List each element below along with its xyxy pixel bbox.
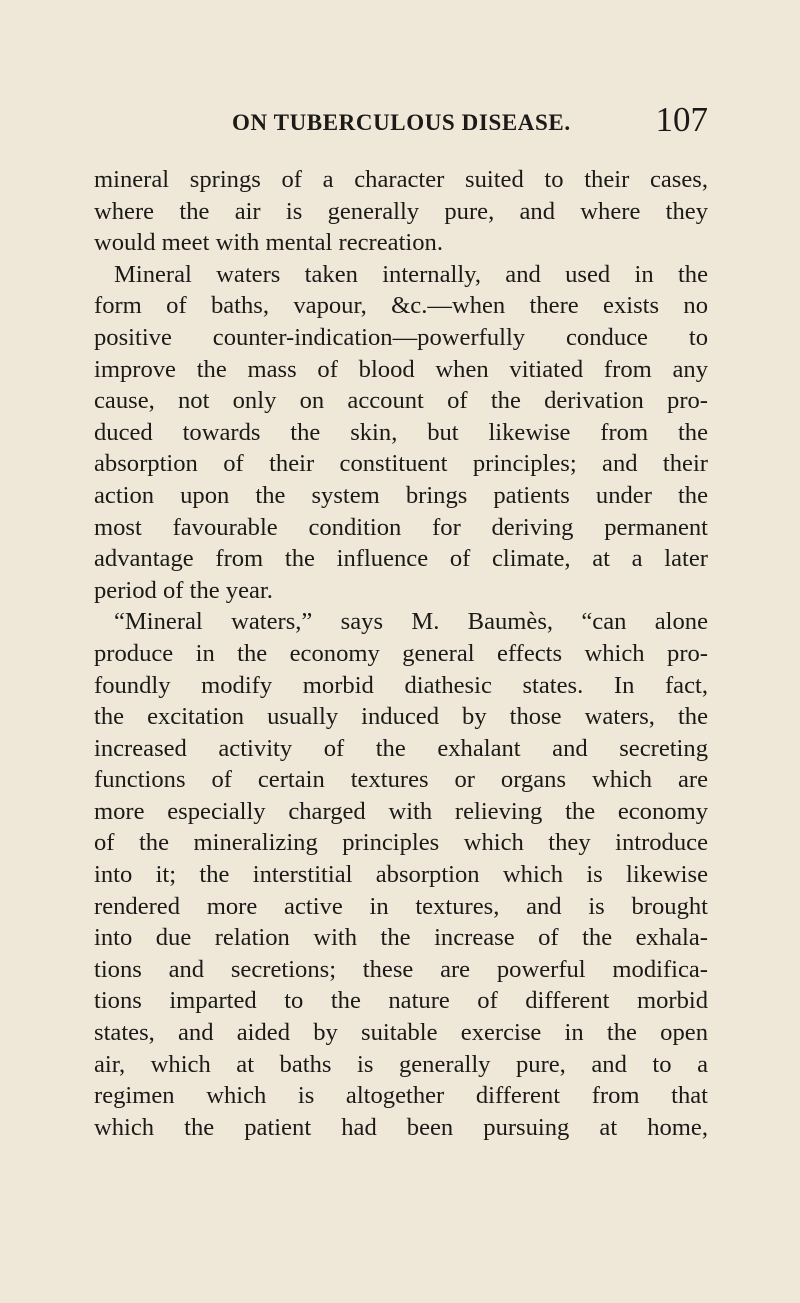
text-line: produce in the economy general effects which pro- xyxy=(94,639,708,667)
text-line: functions of certain textures or organs which are xyxy=(94,766,708,794)
text-line: tions and secretions; these are powerful modifica- xyxy=(94,955,708,983)
body-text xyxy=(94,164,708,1143)
text-line: the excitation usually induced by those waters, the xyxy=(94,703,708,731)
text-line: absorption of their constituent principles; and their xyxy=(94,450,708,478)
text-line: duced towards the skin, but likewise from the xyxy=(94,418,708,446)
text-line: advantage from the influence of climate, at a later xyxy=(94,545,708,573)
text-line: “Mineral waters,” says M. Baumès, “can alone xyxy=(114,608,708,636)
text-line: into due relation with the increase of the exhala- xyxy=(94,924,708,952)
text-line: positive counter-indication—powerfully conduce to xyxy=(94,323,708,351)
text-line: mineral springs of a character suited to their cases, xyxy=(94,166,708,193)
running-title: ON TUBERCULOUS DISEASE. xyxy=(232,110,571,135)
text-line: improve the mass of blood when vitiated from any xyxy=(94,355,708,383)
text-line: form of baths, vapour, &c.—when there exists no xyxy=(94,292,708,320)
text-line: increased activity of the exhalant and secreting xyxy=(94,734,708,762)
text-line: where the air is generally pure, and where they xyxy=(94,197,708,225)
text-line: would meet with mental recreation. xyxy=(94,229,443,257)
text-line: Mineral waters taken internally, and used in the xyxy=(114,260,708,288)
text-line: action upon the system brings patients under the xyxy=(94,481,708,509)
text-line: rendered more active in textures, and is brought xyxy=(94,892,708,920)
running-head xyxy=(232,100,708,146)
text-line: regimen which is altogether different from that xyxy=(94,1082,708,1110)
text-line: which the patient had been pursuing at home, xyxy=(94,1113,708,1141)
text-line: cause, not only on account of the derivation pro- xyxy=(94,387,708,415)
text-line: period of the year. xyxy=(94,576,273,604)
text-line: states, and aided by suitable exercise in the open xyxy=(94,1019,708,1047)
text-line: more especially charged with relieving the economy xyxy=(94,797,708,825)
text-line: of the mineralizing principles which they introduce xyxy=(94,829,708,857)
text-line: foundly modify morbid diathesic states. In fact, xyxy=(94,671,708,699)
text-line: most favourable condition for deriving permanent xyxy=(94,513,708,541)
text-line: tions imparted to the nature of different morbid xyxy=(94,987,708,1015)
text-line: into it; the interstitial absorption which is likewise xyxy=(94,861,708,889)
text-line: air, which at baths is generally pure, and to a xyxy=(94,1050,708,1078)
page-number: 107 xyxy=(655,100,708,139)
